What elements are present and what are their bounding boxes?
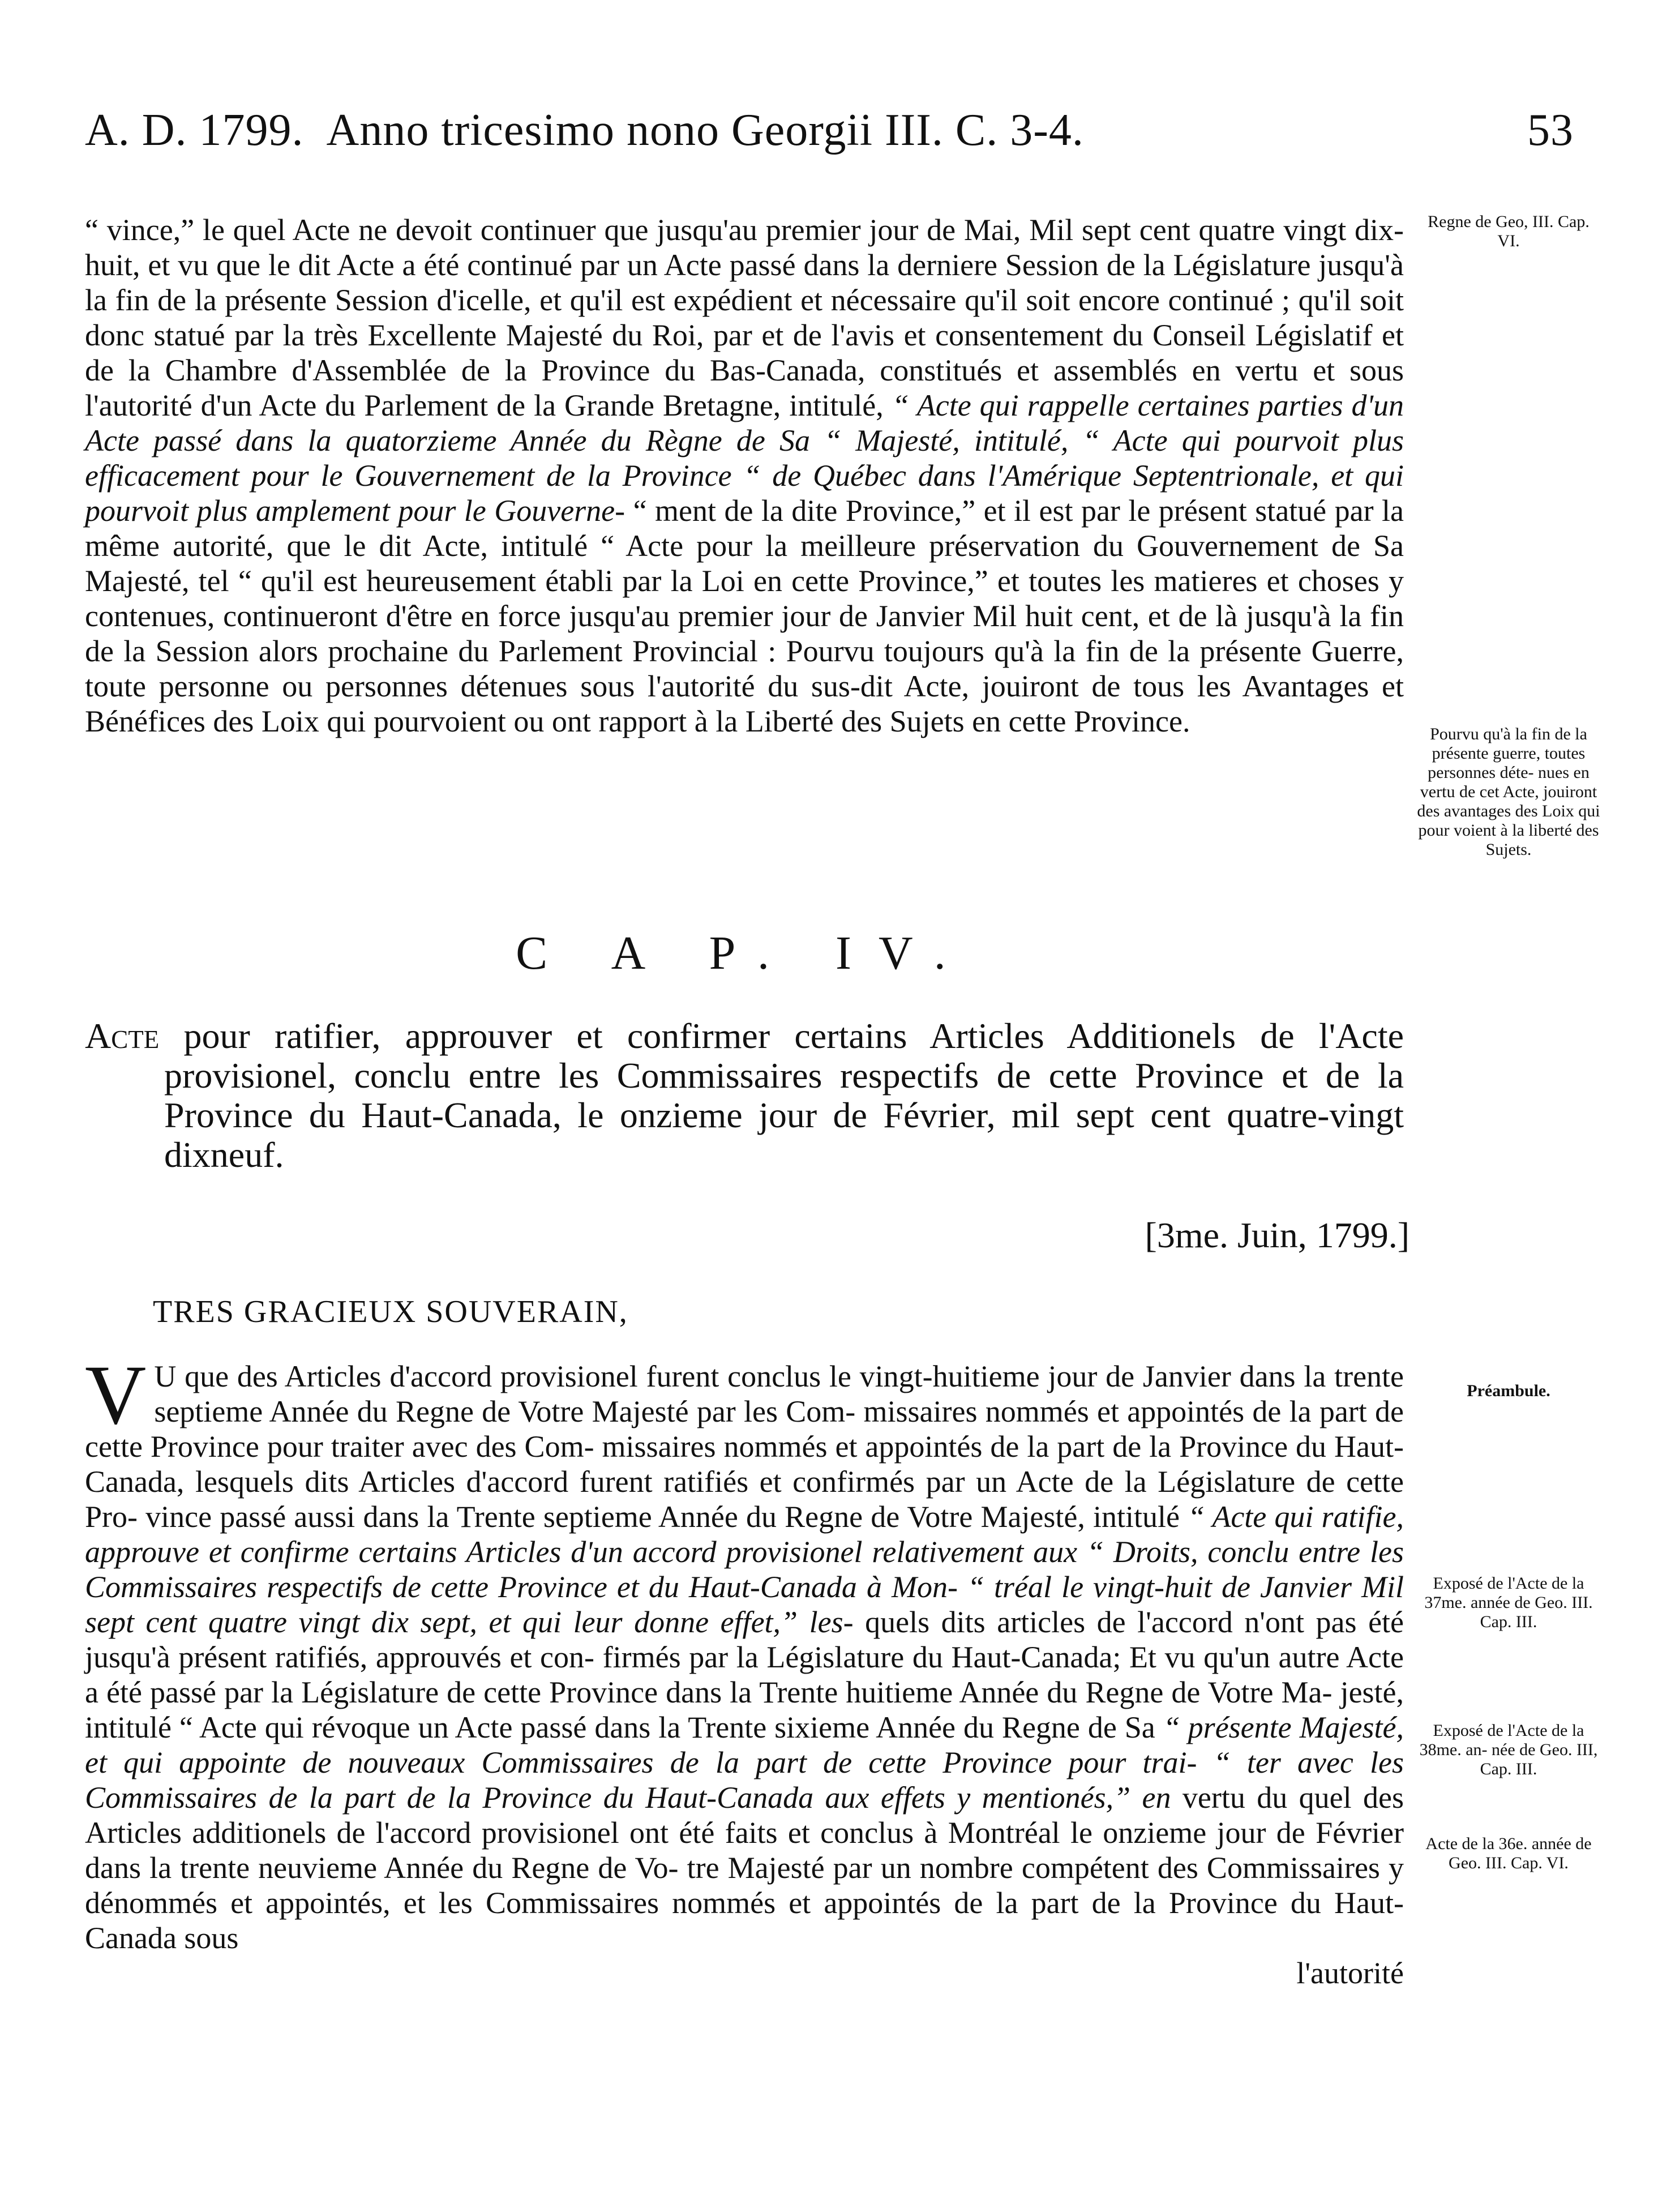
text-line: Pourvu toujours qu'à la fin de la présente Guerre, toute personne ou personnes détenues	[85, 634, 1404, 703]
text-line-quoted: “ de Québec dans l'Amérique Septentrionale, et qui pourvoit plus amplement pour le Gouverne-	[85, 459, 1404, 528]
act-title-lead: Acte	[85, 1016, 160, 1056]
text-line: en vertu et sous l'autorité d'un Acte du Parlement de la Grande Bretagne, intitulé,	[85, 353, 1404, 422]
text-line-quoted: “ Acte qui rappelle certaines parties d'un Acte passé dans la quatorzieme Année du Règne de Sa	[85, 388, 1404, 457]
drop-cap: V	[85, 1348, 147, 1442]
text-line: missaires nommés et appointés de la part de la Province du Haut-Canada, lesquels dits	[85, 1430, 1404, 1499]
text-line: dans la derniere Session de la Législature jusqu'à la fin de la présente Session d'icelle, et	[85, 248, 1404, 317]
running-header	[85, 105, 1574, 156]
text-line: très Excellente Majesté du Roi, par et de l'avis et consentement du Conseil Législatif	[314, 318, 1373, 352]
text-line-quoted: “ tréal le vingt-huit de Janvier Mil sept cent quatre vingt dix sept, et qui leur donne effet,” les-	[85, 1570, 1404, 1639]
margin-note: Exposé de l'Acte de la 38me. an- née de Geo. III, Cap. III.	[1419, 1721, 1598, 1778]
chapter-heading: C A P. IV.	[516, 927, 973, 979]
margin-note: Pourvu qu'à la fin de la présente guerre, toutes personnes déte- nues en vertu de cet Acte, jouiront des avantages des Loix qui pour voient à la liberté des Sujets.	[1417, 725, 1600, 859]
text-line-quoted: “ Droits, conclu entre les Commissaires respectifs de cette Province et du Haut-Canada à Mon-	[85, 1535, 1404, 1604]
text-line-quoted: “ présente Majesté, et qui appointe de nouveaux Commissaires de la part de cette Province pour trai-	[85, 1710, 1404, 1779]
text-line: quels dits articles de l'accord n'ont pas été jusqu'à présent ratifiés, approuvés et con-	[85, 1605, 1404, 1674]
page-number: 53	[1527, 105, 1574, 155]
margin-note: Exposé de l'Acte de la 37me. année de Geo. III. Cap. III.	[1424, 1574, 1593, 1631]
act-title-text: pour ratifier, approuver et confirmer certains Articles Additionels de l'Acte provisionel, conclu entre les Commissaires respectifs de cette Province et de la Province du Haut-Canada, le onzieme jour de Février, mil sept cent quatre-vingt dixneuf.	[159, 1016, 1404, 1175]
text-line: sous l'autorité du sus-dit Acte, jouiront de tous les Avantages et Bénéfices des Loix	[85, 669, 1404, 738]
text-line: Montréal le onzieme jour de Février dans la trente neuvieme Année du Regne de Vo-	[85, 1816, 1404, 1885]
text-line: les Commissaires nommés et appointés de la part de la Province du Haut-Canada sous	[85, 1886, 1404, 1955]
header-year: A. D. 1799.	[85, 105, 304, 155]
text-line: cent, et de là jusqu'à la fin de la Session alors prochaine du Parlement Provincial :	[85, 599, 1404, 668]
text-line: U que des Articles d'accord provisionel furent conclus le vingt-huitieme jour de	[154, 1359, 1135, 1393]
text-line-quoted: “ Acte qui ratifie, approuve et confirme certains Articles d'un accord provisionel relativement aux	[85, 1500, 1404, 1569]
act-title	[85, 1016, 1404, 1175]
margin-note: Préambule.	[1467, 1381, 1550, 1400]
text-line-quoted: “ Majesté, intitulé, “ Acte qui pourvoit plus efficacement pour le Gouvernement de la Province	[85, 423, 1404, 493]
text-line: y contenues, continueront d'être en force jusqu'au premier jour de Janvier Mil huit	[85, 564, 1404, 633]
text-line: “ vince,” le quel Acte ne devoit continuer que jusqu'au premier jour de Mai, Mil	[85, 213, 1074, 247]
text-line: Janvier dans la trente septieme Année du Regne de Votre Majesté par les Com-	[154, 1359, 1404, 1428]
text-line: “ ment de la dite Province,” et il est par le présent statué par la même autorité, que le	[85, 494, 1404, 563]
text-line: et de la Chambre d'Assemblée de la Province du Bas-Canada, constitués et assemblés	[85, 318, 1404, 387]
paragraph-continuation	[85, 212, 1404, 739]
text-line: vince passé aussi dans la Trente septieme Année du Regne de Votre Majesté, intitulé	[145, 1500, 1180, 1534]
text-line: Articles d'accord furent ratifiés et confirmés par un Acte de la Législature de cette Pro-	[85, 1465, 1404, 1534]
margin-note: Regne de Geo, III. Cap. VI.	[1428, 212, 1590, 250]
text-line: tre Majesté par un nombre compétent des Commissaires y dénommés et appointés, et	[85, 1851, 1404, 1920]
catchword: l'autorité	[1296, 1956, 1404, 1990]
text-line: dit Acte, intitulé “ Acte pour la meilleure préservation du Gouvernement de Sa Majesté, tel	[85, 529, 1404, 598]
text-line: sept cent quatre vingt dix-huit, et vu que le dit Acte a été continué par un Acte passé	[85, 213, 1404, 282]
text-line: qui pourvoient ou ont rapport à la Liberté des Sujets en cette Province.	[327, 704, 1190, 738]
act-date: [3me. Juin, 1799.]	[1145, 1215, 1409, 1255]
text-line-quoted: “ ter avec les Commissaires de la part de la Province du Haut-Canada aux effets y mentionés,” en	[85, 1745, 1404, 1815]
text-line: missaires nommés et appointés de la part de cette Province pour traiter avec des Com-	[85, 1394, 1404, 1464]
salutation: TRES GRACIEUX SOUVERAIN,	[153, 1294, 628, 1329]
text-line: vertu du quel des Articles additionels de l'accord provisionel ont été faits et conclus à	[85, 1781, 1404, 1850]
header-title: Anno tricesimo nono Georgii III. C. 3-4.	[326, 105, 1084, 155]
text-line: Législature de cette Province dans la Trente huitieme Année du Regne de Votre Ma-	[301, 1675, 1333, 1709]
margin-note: Acte de la 36e. année de Geo. III. Cap. VI.	[1425, 1834, 1592, 1872]
preamble-paragraph	[85, 1348, 1404, 1991]
text-line: firmés par la Législature du Haut-Canada; Et vu qu'un autre Acte a été passé par la	[85, 1640, 1404, 1709]
text-line: qu'il est expédient et nécessaire qu'il soit encore continué ; qu'il soit donc statué par la	[85, 283, 1404, 352]
text-line: “ qu'il est heureusement établi par la Loi en cette Province,” et toutes les matieres et choses	[238, 564, 1379, 598]
text-line: jesté, intitulé “ Acte qui révoque un Acte passé dans la Trente sixieme Année du Regne de Sa	[85, 1675, 1404, 1744]
